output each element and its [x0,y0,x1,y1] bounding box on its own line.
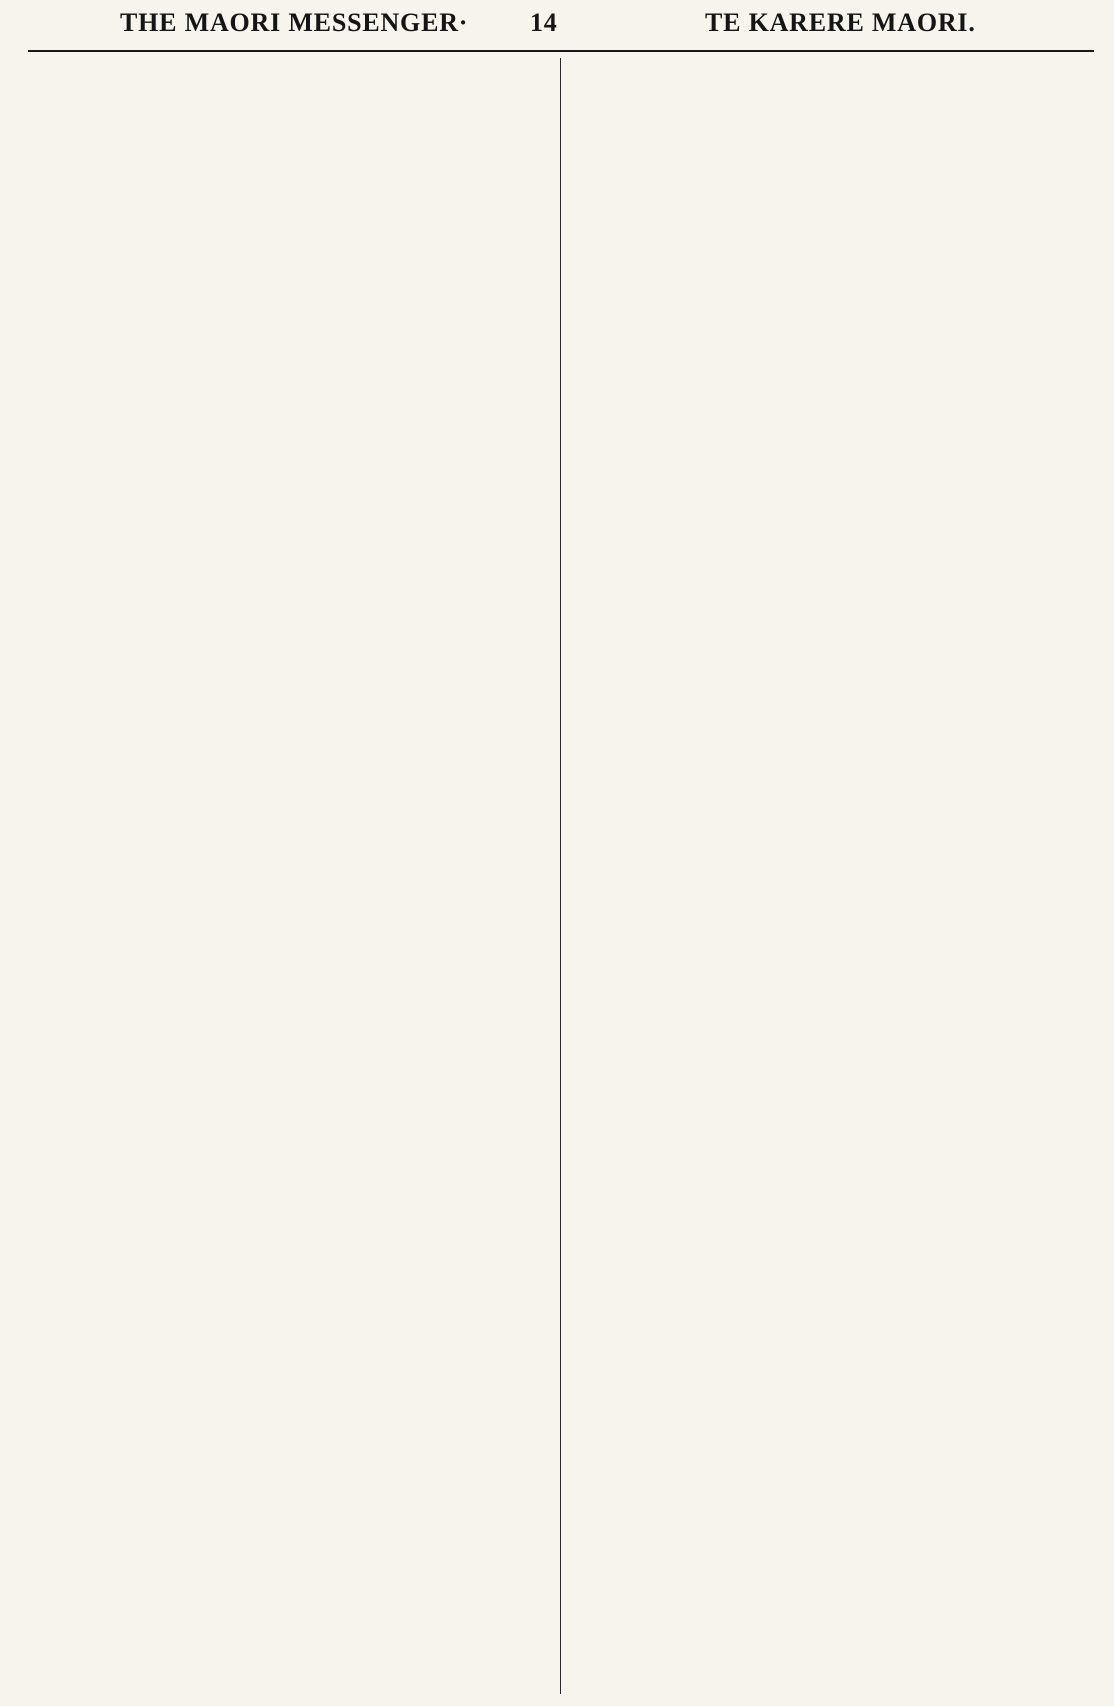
header-rule [28,50,1094,52]
english-masthead: THE MAORI MESSENGER· [120,8,469,37]
column-divider [560,58,561,1694]
maori-masthead: TE KARERE MAORI. [705,8,976,37]
page-header [0,6,1114,40]
page-number: 14 [530,8,558,37]
